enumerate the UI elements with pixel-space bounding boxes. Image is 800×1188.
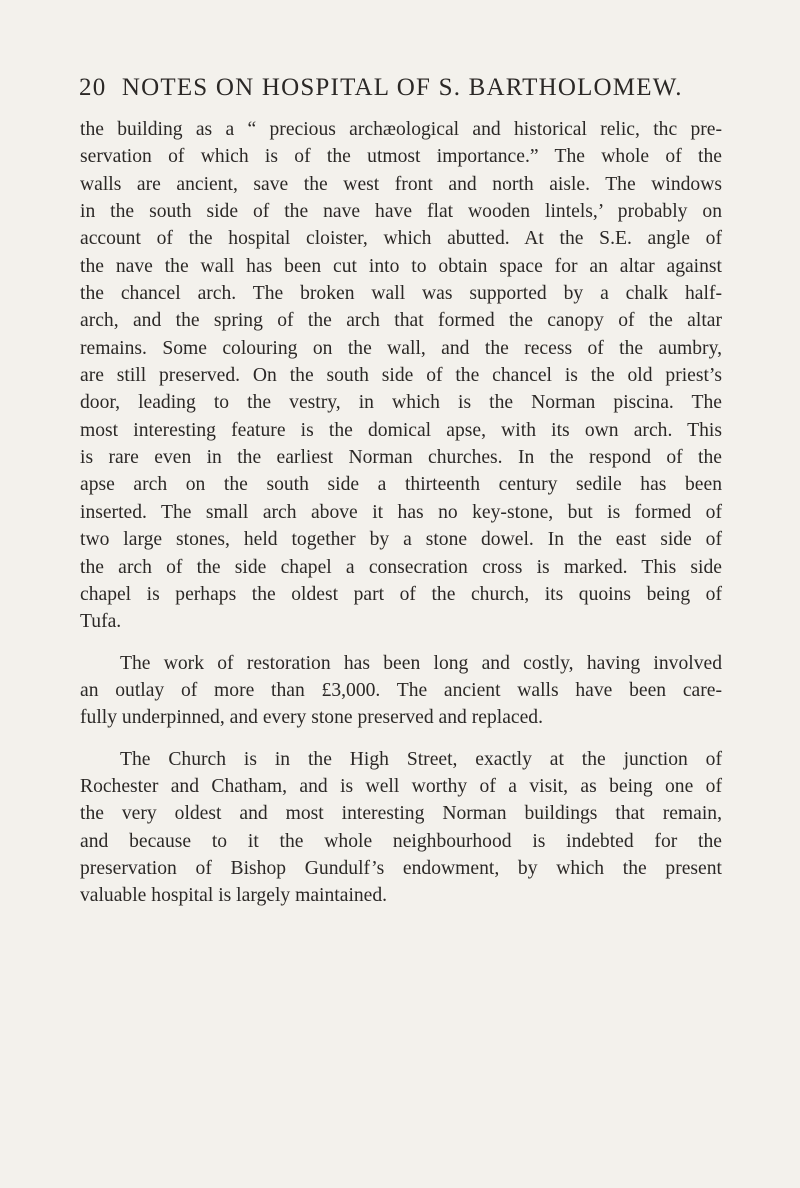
text-line: walls are ancient, save the west front and north aisle. The windows <box>80 173 722 195</box>
text-line: The work of restoration has been long and costly, having involved <box>120 652 722 674</box>
text-line: fully underpinned, and every stone preserved and replaced. <box>80 707 543 729</box>
text-line: servation of which is of the utmost importance.” The whole of the <box>80 146 722 168</box>
text-line: in the south side of the nave have flat wooden lintels,’ probably on <box>80 201 722 223</box>
paragraph-gap <box>80 636 722 650</box>
page-number: 20 <box>79 74 107 101</box>
text-line: are still preserved. On the south side of the chancel is the old priest’s <box>80 365 722 387</box>
paragraph-1 <box>80 116 722 636</box>
running-head-title: NOTES ON HOSPITAL OF S. BARTHOLOMEW. <box>121 74 683 101</box>
text-line: most interesting feature is the domical apse, with its own arch. This <box>80 419 722 441</box>
text-line: Tufa. <box>80 611 122 633</box>
running-head <box>79 73 719 103</box>
text-line: the arch of the side chapel a consecration cross is marked. This side <box>80 556 722 578</box>
text-line: and because to it the whole neighbourhood is indebted for the <box>80 830 722 852</box>
paragraph-3 <box>80 746 722 910</box>
text-line: arch, and the spring of the arch that formed the canopy of the altar <box>80 310 722 332</box>
text-line: the nave the wall has been cut into to obtain space for an altar against <box>80 255 722 277</box>
text-line: is rare even in the earliest Norman churches. In the respond of the <box>80 447 722 469</box>
text-line: apse arch on the south side a thirteenth century sedile has been <box>80 474 722 496</box>
text-line: the chancel arch. The broken wall was supported by a chalk half- <box>80 283 722 305</box>
paragraph-gap <box>80 732 722 746</box>
text-line: inserted. The small arch above it has no key-stone, but is formed of <box>80 501 722 523</box>
text-line: an outlay of more than £3,000. The ancient walls have been care- <box>80 679 722 701</box>
body-text <box>80 116 722 910</box>
text-line: the building as a “ precious archæological and historical relic, thc pre- <box>80 119 722 140</box>
text-line: the very oldest and most interesting Norman buildings that remain, <box>80 803 722 825</box>
text-line: two large stones, held together by a stone dowel. In the east side of <box>80 529 722 551</box>
text-line: Rochester and Chatham, and is well worthy of a visit, as being one of <box>80 775 722 797</box>
text-line: account of the hospital cloister, which abutted. At the S.E. angle of <box>80 228 722 250</box>
text-line: The Church is in the High Street, exactly at the junction of <box>120 748 722 770</box>
text-line: door, leading to the vestry, in which is the Norman piscina. The <box>80 392 722 414</box>
text-line: remains. Some colouring on the wall, and the recess of the aumbry, <box>80 337 722 359</box>
text-line: valuable hospital is largely maintained. <box>80 885 388 907</box>
text-line: chapel is perhaps the oldest part of the church, its quoins being of <box>80 583 722 605</box>
paragraph-2 <box>80 650 722 732</box>
text-line: preservation of Bishop Gundulf’s endowment, by which the present <box>80 857 722 879</box>
